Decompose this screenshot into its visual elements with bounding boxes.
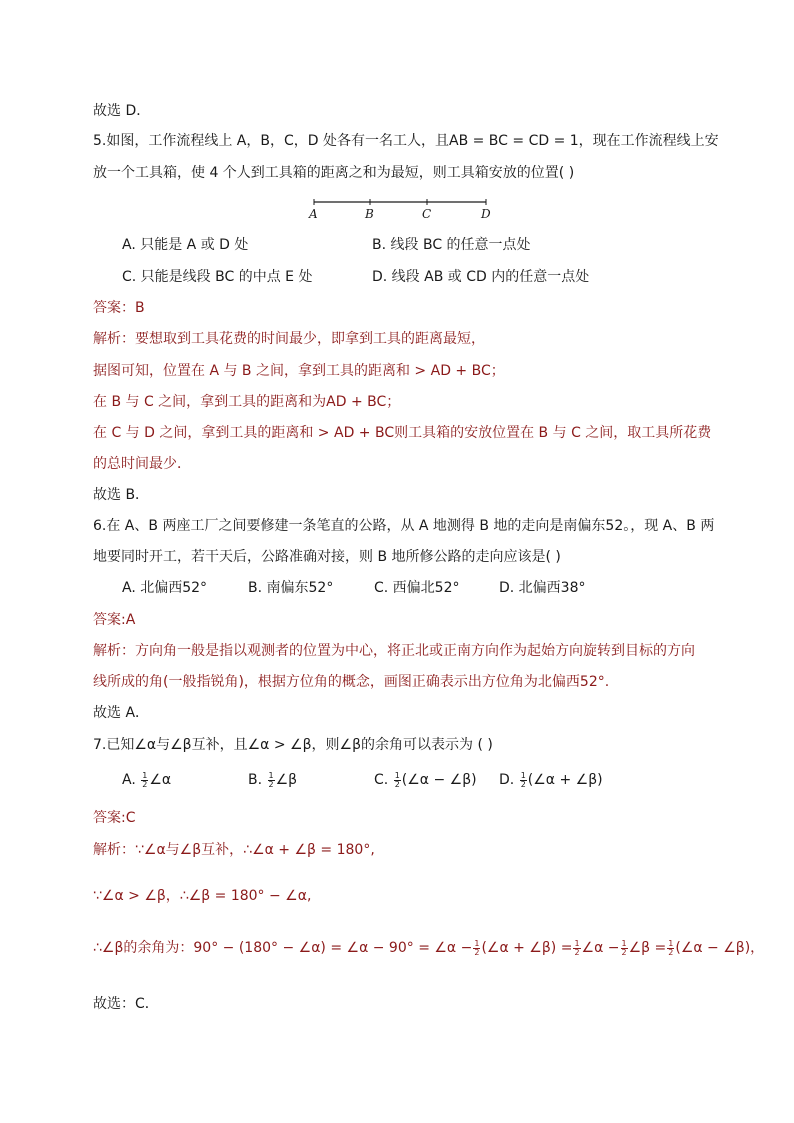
q6-explanation-line1: 解析：方向角一般是指以观测者的位置为中心，将正北或正南方向作为起始方向旋转到目标的方向	[93, 643, 695, 659]
q7-answer: 答案:C	[93, 810, 136, 826]
one-half-fraction: $\frac{1}{2}$	[142, 770, 148, 789]
q5-explanation-line1: 解析：要想取到工具花费的时间最少，即拿到工具的距离最短，	[93, 331, 485, 347]
one-half-fraction: $\frac{1}{2}$	[268, 770, 274, 789]
q5-conclusion: 故选 B．	[93, 487, 150, 503]
one-half-fraction: $\frac{1}{2}$	[474, 938, 480, 957]
q6-option-a: A. 北偏西52°	[122, 580, 208, 596]
q5-line-segment-figure	[300, 196, 500, 222]
q7-option-c-letter: C.	[374, 772, 389, 788]
q6-conclusion: 故选 A．	[93, 705, 150, 721]
q6-option-b: B. 南偏东52°	[248, 580, 334, 596]
q5-stem-line2: 放一个工具箱，使 4 个人到工具箱的距离之和为最短，则工具箱安放的位置( )	[93, 165, 575, 181]
q5-option-a: A. 只能是 A 或 D 处	[122, 237, 249, 253]
q4-conclusion: 故选 D．	[93, 103, 151, 119]
q5-explanation-line5: 的总时间最少．	[93, 456, 191, 472]
q6-stem-line2: 地要同时开工，若干天后，公路准确对接，则 B 地所修公路的走向应该是( )	[93, 549, 561, 565]
q7-option-d-text: (∠α + ∠β)	[527, 772, 603, 788]
q7-option-d-letter: D.	[499, 772, 515, 788]
q6-answer: 答案:A	[93, 612, 136, 628]
one-half-fraction: $\frac{1}{2}$	[668, 938, 674, 957]
q7-option-a-letter: A.	[122, 772, 136, 788]
one-half-fraction: $\frac{1}{2}$	[574, 938, 580, 957]
q7-option-c-text: (∠α − ∠β)	[401, 772, 477, 788]
q5-option-c: C. 只能是线段 BC 的中点 E 处	[122, 269, 313, 285]
q7-option-b-letter: B.	[248, 772, 263, 788]
label-b: B	[365, 207, 374, 221]
q5-explanation-line3: 在 B 与 C 之间，拿到工具的距离和为AD + BC；	[93, 394, 401, 410]
q6-option-d: D. 北偏西38°	[499, 580, 586, 596]
q7-explanation-line2: ∵∠α > ∠β，∴∠β = 180° − ∠α,	[93, 888, 312, 904]
one-half-fraction: $\frac{1}{2}$	[520, 770, 526, 789]
q7-option-c	[374, 770, 477, 790]
q7-option-b	[248, 770, 297, 790]
q5-answer: 答案：B	[93, 300, 145, 316]
q7-option-d	[499, 770, 603, 790]
q7-option-a-text: ∠α	[149, 772, 172, 788]
q5-stem-line1: 5.如图，工作流程线上 A，B，C，D 处各有一名工人，且AB = BC = CD = 1，现在工作流程线上安	[93, 133, 719, 149]
q7-option-a	[122, 770, 171, 790]
q5-explanation-line2: 据图可知，位置在 A 与 B 之间，拿到工具的距离和 > AD + BC；	[93, 363, 505, 379]
q6-option-c: C. 西偏北52°	[374, 580, 460, 596]
label-d: D	[481, 207, 491, 221]
q6-explanation-line2: 线所成的角(一般指锐角)，根据方位角的概念，画图正确表示出方位角为北偏西52°.	[93, 674, 610, 690]
q5-explanation-line4: 在 C 与 D 之间，拿到工具的距离和 > AD + BC则工具箱的安放位置在 B 与 C 之间，取工具所花费	[93, 425, 712, 441]
q7-option-b-text: ∠β	[275, 772, 298, 788]
q7-explanation-line3: ∴∠β的余角为：90° − (180° − ∠α) = ∠α − 90° = ∠α − $\frac{1}{2}$ (∠α + ∠β) = $\frac{1}{2}$ ∠α − $\frac{1}{2}$ ∠β = $\frac{1}{2}$ (∠α − ∠β)，	[93, 938, 765, 957]
q7-explanation-line1: 解析：∵∠α与∠β互补，∴∠α + ∠β = 180°,	[93, 842, 375, 858]
q7-stem: 7.已知∠α与∠β互补，且∠α > ∠β，则∠β的余角可以表示为 ( )	[93, 737, 493, 753]
q6-stem-line1: 6.在 A、B 两座工厂之间要修建一条笔直的公路，从 A 地测得 B 地的走向是南偏东52。，现 A、B 两	[93, 518, 715, 534]
q5-option-b: B. 线段 BC 的任意一点处	[372, 237, 531, 253]
label-c: C	[422, 207, 432, 221]
label-a: A	[309, 207, 318, 221]
one-half-fraction: $\frac{1}{2}$	[621, 938, 627, 957]
one-half-fraction: $\frac{1}{2}$	[394, 770, 400, 789]
q7-conclusion: 故选：C．	[93, 996, 159, 1012]
q5-option-d: D. 线段 AB 或 CD 内的任意一点处	[372, 269, 590, 285]
